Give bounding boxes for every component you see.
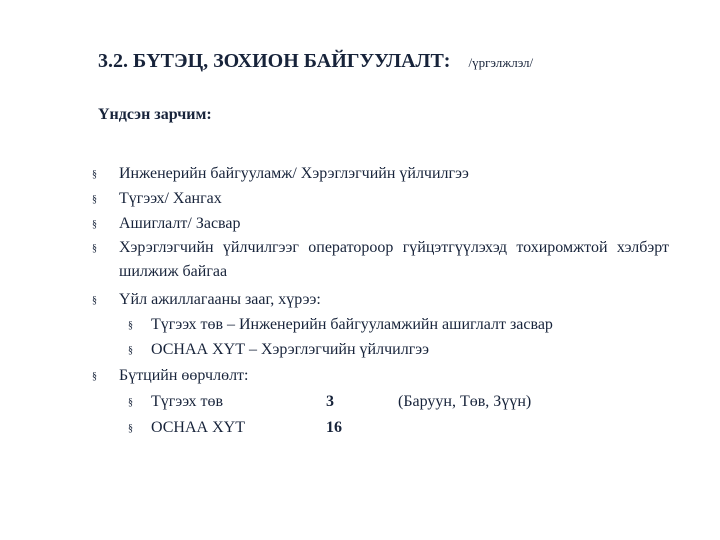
sub-list-item-text: Түгээх төв [151,393,223,410]
bullet-icon: § [92,243,97,254]
count-note: (Баруун, Төв, Зүүн) [398,393,532,410]
sub-list-item-text: Түгээх төв – Инженерийн байгууламжийн ашиглалт засвар [151,316,553,333]
title-main: 3.2. БҮТЭЦ, ЗОХИОН БАЙГУУЛАЛТ: [98,50,451,72]
subheading: Үндсэн зарчим: [98,106,212,123]
sub-list-item-text: ОСНАА ХҮТ – Хэрэглэгчийн үйлчилгээ [151,341,429,358]
title-note: /үргэлжлэл/ [468,55,534,70]
list-item-text: Үйл ажиллагааны зааг, хүрээ: [119,291,321,308]
bullet-icon: § [128,345,133,356]
list-item-text: Түгээх/ Хангах [119,190,222,207]
count-value: 3 [326,393,334,410]
bullet-icon: § [92,371,97,382]
bullet-icon: § [92,194,97,205]
slide-title [98,50,533,73]
list-item-text: Хэрэглэгчийн үйлчилгээг оператороор гүйцэтгүүлэхэд тохиромжтой хэлбэрт шилжиж байгаа [119,239,669,280]
list-item-text: Бүтцийн өөрчлөлт: [119,367,249,384]
bullet-icon: § [92,169,97,180]
sub-list-item-text: ОСНАА ХҮТ [151,419,245,436]
bullet-icon: § [92,219,97,230]
bullet-icon: § [128,320,133,331]
list-item-text: Ашиглалт/ Засвар [119,215,241,232]
bullet-icon: § [92,295,97,306]
bullet-icon: § [128,397,133,408]
count-value: 16 [326,419,342,436]
bullet-icon: § [128,423,133,434]
list-item-text: Инженерийн байгууламж/ Хэрэглэгчийн үйлчилгээ [119,165,469,182]
